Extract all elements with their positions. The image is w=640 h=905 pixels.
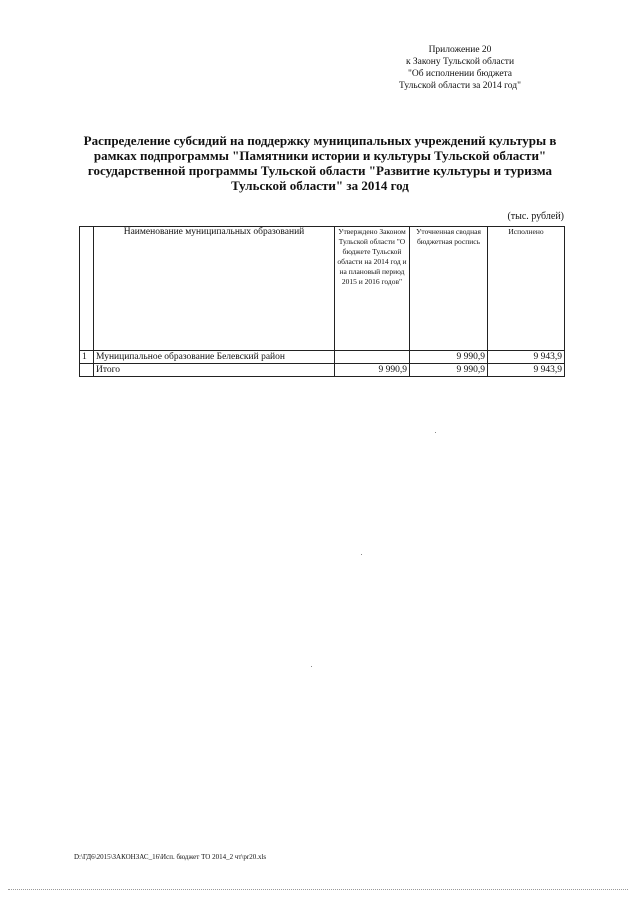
row-num: [80, 364, 94, 377]
header-num: [80, 227, 94, 351]
row-refined: 9 990,9: [410, 351, 488, 364]
title-line: рамках подпрограммы "Памятники истории и культуры Тульской области": [93, 148, 547, 163]
header-approved: Утверждено Законом Тульской области "О бюджете Тульской области на 2014 год и на плановый период 2015 и 2016 годов": [335, 227, 410, 351]
row-approved: 9 990,9: [335, 364, 410, 377]
header-executed: Исполнено: [488, 227, 565, 351]
file-path-footer: D:\ГД6\2015\ЗАКОНЗАС_16\Исп. бюджет ТО 2014_2 чт\pr20.xls: [74, 853, 267, 861]
row-executed: 9 943,9: [488, 351, 565, 364]
appendix-line: к Закону Тульской области: [405, 57, 515, 67]
units-label: (тыс. рублей): [507, 211, 564, 222]
row-executed: 9 943,9: [488, 364, 565, 377]
subsidy-table: [79, 226, 565, 377]
appendix-line: Тульской области за 2014 год": [399, 81, 521, 91]
scan-speck: [361, 554, 362, 555]
table-row: [80, 351, 565, 364]
scan-speck: [435, 432, 436, 433]
header-name: Наименование муниципальных образований: [94, 227, 335, 351]
document-title: [80, 133, 560, 193]
title-line: Распределение субсидий на поддержку муниципальных учреждений культуры в: [83, 133, 557, 148]
appendix-note: [355, 44, 565, 92]
appendix-line: Приложение 20: [428, 45, 492, 55]
row-refined: 9 990,9: [410, 364, 488, 377]
title-line: Тульской области" за 2014 год: [231, 178, 409, 193]
row-num: 1: [80, 351, 94, 364]
table-header-row: [80, 227, 565, 351]
row-name: Итого: [94, 364, 335, 377]
row-name: Муниципальное образование Белевский район: [94, 351, 335, 364]
row-approved: [335, 351, 410, 364]
title-line: государственной программы Тульской области "Развитие культуры и туризма: [87, 163, 553, 178]
appendix-line: "Об исполнении бюджета: [407, 69, 513, 79]
scan-speck: [311, 666, 312, 667]
header-refined: Уточненная сводная бюджетная роспись: [410, 227, 488, 351]
scan-edge-line: [8, 889, 628, 890]
table-total-row: [80, 364, 565, 377]
